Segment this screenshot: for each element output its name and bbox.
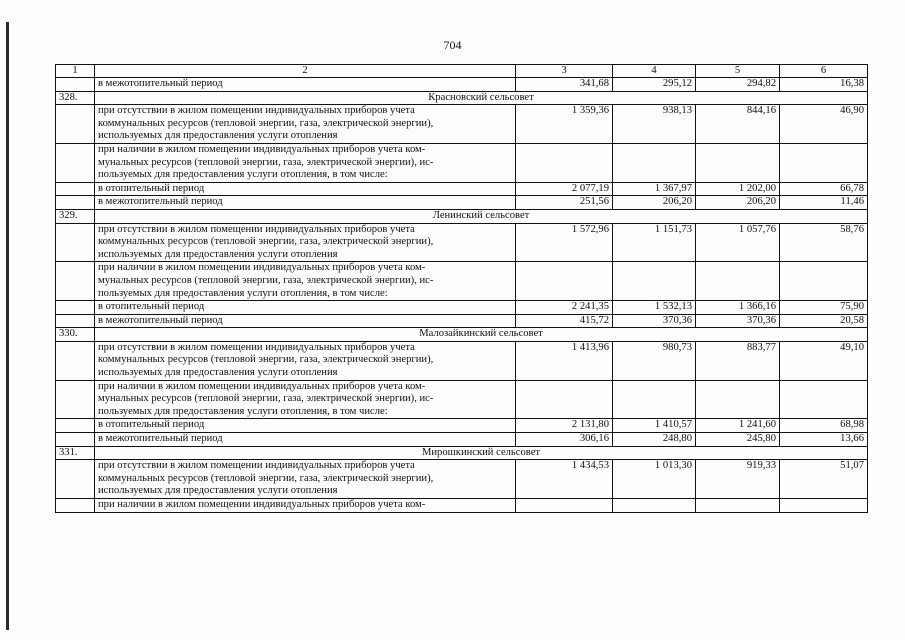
row-description — [95, 499, 516, 513]
table-row — [56, 433, 868, 447]
value-cell: 341,68 — [516, 78, 613, 92]
row-index — [56, 143, 95, 182]
row-description: в межотопительный период — [95, 78, 516, 92]
row-description — [95, 143, 516, 182]
column-header: 6 — [780, 65, 868, 78]
value-cell: 68,98 — [780, 419, 868, 433]
value-cell: 1 202,00 — [696, 182, 780, 196]
row-description — [95, 460, 516, 499]
value-cell: 938,13 — [613, 105, 696, 144]
value-cell: 75,90 — [780, 301, 868, 315]
table-body — [56, 65, 868, 513]
section-row — [56, 209, 868, 223]
value-cell: 13,66 — [780, 433, 868, 447]
value-cell: 51,07 — [780, 460, 868, 499]
description-line: мунальных ресурсов (тепловой энергии, газа, электрической энергии), ис- — [98, 274, 434, 286]
value-cell: 2 131,80 — [516, 419, 613, 433]
description-line: коммунальных ресурсов (тепловой энергии, газа, электрической энергии), — [98, 117, 434, 129]
value-cell: 1 151,73 — [613, 223, 696, 262]
row-description: в межотопительный период — [95, 314, 516, 328]
row-description: в межотопительный период — [95, 433, 516, 447]
value-cell — [780, 143, 868, 182]
row-index — [56, 314, 95, 328]
table-row — [56, 143, 868, 182]
value-cell: 1 013,30 — [613, 460, 696, 499]
row-description: в отопительный период — [95, 301, 516, 315]
description-line: при наличии в жилом помещении индивидуальных приборов учета ком- — [98, 380, 426, 392]
row-index — [56, 105, 95, 144]
value-cell — [516, 380, 613, 419]
row-index — [56, 196, 95, 210]
section-row — [56, 328, 868, 342]
row-index: 330. — [56, 328, 95, 342]
description-line: при наличии в жилом помещении индивидуальных приборов учета ком- — [98, 143, 426, 155]
value-cell — [780, 380, 868, 419]
description-line: при наличии в жилом помещении индивидуальных приборов учета ком- — [98, 262, 426, 274]
value-cell: 20,58 — [780, 314, 868, 328]
column-header-row — [56, 65, 868, 78]
value-cell — [696, 380, 780, 419]
description-line: коммунальных ресурсов (тепловой энергии, газа, электрической энергии), — [98, 472, 434, 484]
row-index — [56, 262, 95, 301]
table-row — [56, 105, 868, 144]
value-cell: 245,80 — [696, 433, 780, 447]
value-cell: 306,16 — [516, 433, 613, 447]
value-cell — [613, 380, 696, 419]
value-cell: 1 367,97 — [613, 182, 696, 196]
row-index — [56, 341, 95, 380]
description-line: используемых для предоставления услуги отопления — [98, 367, 338, 379]
description-line: коммунальных ресурсов (тепловой энергии, газа, электрической энергии), — [98, 354, 434, 366]
table-row — [56, 182, 868, 196]
table-row — [56, 460, 868, 499]
column-header: 3 — [516, 65, 613, 78]
description-line: пользуемых для предоставления услуги отопления, в том числе: — [98, 169, 388, 181]
table-row — [56, 499, 868, 513]
value-cell — [613, 262, 696, 301]
table-row — [56, 419, 868, 433]
value-cell: 1 532,13 — [613, 301, 696, 315]
row-description: в межотопительный период — [95, 196, 516, 210]
value-cell: 2 241,35 — [516, 301, 613, 315]
description-line: используемых для предоставления услуги отопления — [98, 130, 338, 142]
value-cell: 295,12 — [613, 78, 696, 92]
value-cell: 919,33 — [696, 460, 780, 499]
value-cell — [780, 499, 868, 513]
value-cell — [613, 499, 696, 513]
section-title: Малозайкинский сельсовет — [95, 328, 868, 342]
value-cell: 1 359,36 — [516, 105, 613, 144]
value-cell: 2 077,19 — [516, 182, 613, 196]
value-cell: 415,72 — [516, 314, 613, 328]
table-row — [56, 341, 868, 380]
description-line: при отсутствии в жилом помещении индивидуальных приборов учета — [98, 460, 415, 472]
value-cell — [516, 262, 613, 301]
row-description — [95, 380, 516, 419]
table-row — [56, 78, 868, 92]
row-description: в отопительный период — [95, 419, 516, 433]
page-number: 704 — [443, 38, 462, 52]
value-cell — [696, 262, 780, 301]
value-cell: 883,77 — [696, 341, 780, 380]
value-cell — [780, 262, 868, 301]
description-line: при отсутствии в жилом помещении индивидуальных приборов учета — [98, 223, 415, 235]
row-index — [56, 433, 95, 447]
row-index: 329. — [56, 209, 95, 223]
row-index: 331. — [56, 446, 95, 460]
value-cell — [696, 499, 780, 513]
column-header: 4 — [613, 65, 696, 78]
column-header: 1 — [56, 65, 95, 78]
row-index — [56, 419, 95, 433]
section-row — [56, 446, 868, 460]
row-description — [95, 223, 516, 262]
description-line: мунальных ресурсов (тепловой энергии, газа, электрической энергии), ис- — [98, 156, 434, 168]
tariff-table — [55, 64, 868, 513]
description-line: при отсутствии в жилом помещении индивидуальных приборов учета — [98, 341, 415, 353]
row-index: 328. — [56, 91, 95, 105]
description-line: при отсутствии в жилом помещении индивидуальных приборов учета — [98, 105, 415, 117]
description-line: пользуемых для предоставления услуги отопления, в том числе: — [98, 287, 388, 299]
row-description — [95, 341, 516, 380]
description-line: при наличии в жилом помещении индивидуальных приборов учета ком- — [98, 499, 426, 510]
table-row — [56, 380, 868, 419]
value-cell: 58,76 — [780, 223, 868, 262]
value-cell — [696, 143, 780, 182]
value-cell: 49,10 — [780, 341, 868, 380]
value-cell: 294,82 — [696, 78, 780, 92]
row-description — [95, 262, 516, 301]
row-index — [56, 460, 95, 499]
value-cell: 370,36 — [696, 314, 780, 328]
value-cell: 370,36 — [613, 314, 696, 328]
value-cell: 1 413,96 — [516, 341, 613, 380]
row-description: в отопительный период — [95, 182, 516, 196]
description-line: коммунальных ресурсов (тепловой энергии, газа, электрической энергии), — [98, 236, 434, 248]
table-row — [56, 301, 868, 315]
value-cell: 66,78 — [780, 182, 868, 196]
value-cell: 11,46 — [780, 196, 868, 210]
description-line: пользуемых для предоставления услуги отопления, в том числе: — [98, 405, 388, 417]
value-cell: 1 241,60 — [696, 419, 780, 433]
section-title: Красновский сельсовет — [95, 91, 868, 105]
value-cell: 1 057,76 — [696, 223, 780, 262]
section-title: Ленинский сельсовет — [95, 209, 868, 223]
value-cell — [516, 499, 613, 513]
section-row — [56, 91, 868, 105]
value-cell: 980,73 — [613, 341, 696, 380]
description-line: используемых для предоставления услуги отопления — [98, 485, 338, 497]
value-cell: 206,20 — [613, 196, 696, 210]
description-line: используемых для предоставления услуги отопления — [98, 248, 338, 260]
table-row — [56, 314, 868, 328]
description-line: мунальных ресурсов (тепловой энергии, газа, электрической энергии), ис- — [98, 393, 434, 405]
value-cell: 46,90 — [780, 105, 868, 144]
scan-edge — [6, 22, 9, 630]
column-header: 5 — [696, 65, 780, 78]
column-header: 2 — [95, 65, 516, 78]
value-cell: 844,16 — [696, 105, 780, 144]
value-cell: 1 410,57 — [613, 419, 696, 433]
row-index — [56, 301, 95, 315]
table-row — [56, 262, 868, 301]
row-index — [56, 223, 95, 262]
table-row — [56, 223, 868, 262]
row-index — [56, 182, 95, 196]
value-cell — [516, 143, 613, 182]
value-cell: 251,56 — [516, 196, 613, 210]
row-description — [95, 105, 516, 144]
row-index — [56, 78, 95, 92]
section-title: Мирошкинский сельсовет — [95, 446, 868, 460]
value-cell: 1 366,16 — [696, 301, 780, 315]
value-cell: 16,38 — [780, 78, 868, 92]
table-row — [56, 196, 868, 210]
value-cell: 206,20 — [696, 196, 780, 210]
value-cell: 1 434,53 — [516, 460, 613, 499]
row-index — [56, 380, 95, 419]
value-cell — [613, 143, 696, 182]
value-cell: 248,80 — [613, 433, 696, 447]
row-index — [56, 499, 95, 513]
value-cell: 1 572,96 — [516, 223, 613, 262]
